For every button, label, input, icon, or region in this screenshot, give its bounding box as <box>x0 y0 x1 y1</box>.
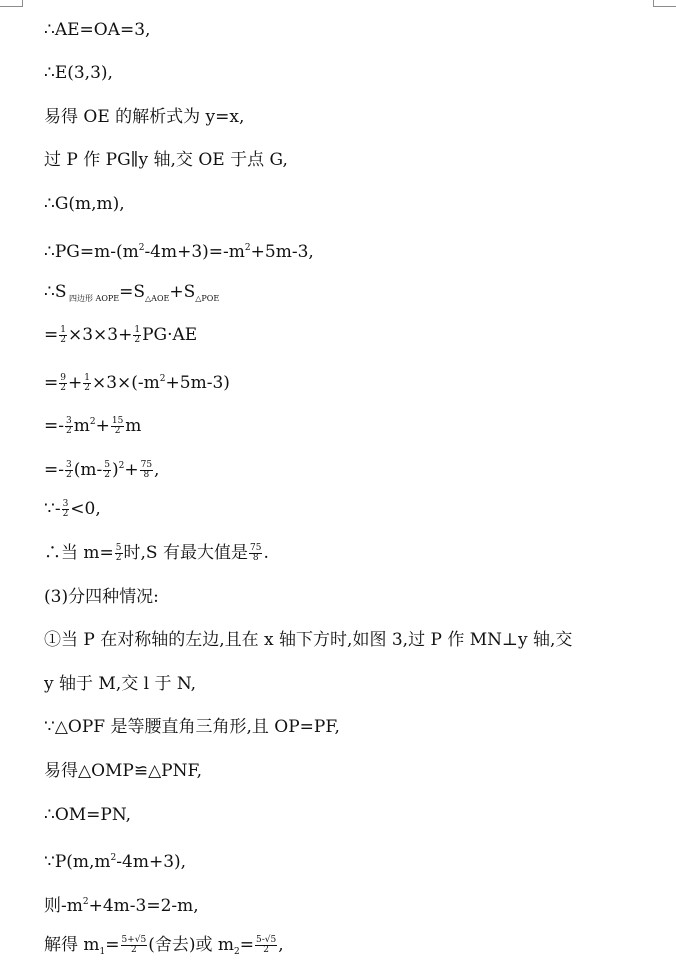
numerator: 3 <box>66 460 72 470</box>
denominator: 2 <box>263 945 270 955</box>
numerator: 3 <box>66 416 72 426</box>
solution-line-6 <box>44 237 662 263</box>
exponent: 2 <box>159 374 166 384</box>
expr-text: = <box>239 935 255 955</box>
solution-line-15 <box>44 629 662 651</box>
fraction <box>62 500 70 519</box>
denominator: 8 <box>252 553 259 563</box>
fraction <box>65 461 73 480</box>
fraction <box>249 544 262 563</box>
denominator: 2 <box>104 470 110 480</box>
line-text: y 轴于 M,交 l 于 N, <box>44 674 197 694</box>
expr-text: ∴S <box>44 282 67 302</box>
exponent: 2 <box>89 417 96 427</box>
solution-line-8 <box>44 324 662 346</box>
denominator: 2 <box>114 426 121 436</box>
solution-line-9 <box>44 368 662 394</box>
fraction <box>65 417 73 436</box>
expr-text: , <box>278 935 284 955</box>
numerator: 1 <box>84 373 90 383</box>
expr-text: = <box>44 325 59 345</box>
expr-text: <0, <box>70 499 101 519</box>
subscript: 2 <box>234 947 240 957</box>
expr-text: m <box>125 416 142 436</box>
line-text: ∴AE=OA=3, <box>44 20 151 40</box>
denominator: 2 <box>62 509 69 519</box>
fraction <box>140 461 153 480</box>
expr-text: ) <box>111 460 119 480</box>
expr-text: , <box>154 460 160 480</box>
numerator: 1 <box>134 325 141 335</box>
line-text: ∵△OPF 是等腰直角三角形,且 OP=PF, <box>44 717 340 737</box>
solution-line-17 <box>44 716 662 738</box>
fraction <box>255 936 277 955</box>
solution-line-14 <box>44 586 662 608</box>
expr-text: (舍去)或 m <box>148 935 235 955</box>
fraction <box>103 461 111 480</box>
line-text: ∴OM=PN, <box>44 805 132 825</box>
expr-text: 则-m <box>44 896 83 916</box>
subscript: 四边形 AOPE <box>66 294 120 303</box>
expr-text: m <box>73 416 90 436</box>
denominator: 2 <box>66 470 72 480</box>
solution-line-5 <box>44 193 662 215</box>
subscript: 1 <box>99 947 106 957</box>
denominator: 2 <box>115 553 122 563</box>
subscript: △POE <box>195 294 220 303</box>
line-text: (3)分四种情况: <box>44 587 159 607</box>
expr-text: + <box>67 373 83 393</box>
fraction <box>59 326 67 345</box>
exponent: 2 <box>110 853 117 863</box>
line-text: ∴G(m,m), <box>44 194 125 214</box>
fraction <box>133 326 141 345</box>
expr-text: -4m+3)=-m <box>144 242 245 262</box>
denominator: 8 <box>143 470 150 480</box>
expr-text: = <box>44 373 59 393</box>
solution-line-7 <box>44 281 662 310</box>
solution-line-4 <box>44 149 662 171</box>
expr-text: -4m+3), <box>116 852 187 872</box>
expr-text: (m- <box>73 460 103 480</box>
denominator: 2 <box>60 335 66 345</box>
numerator: 3 <box>62 499 69 509</box>
exponent: 2 <box>118 461 125 471</box>
solution-line-16 <box>44 673 662 695</box>
expr-text: ×3×3+ <box>67 325 133 345</box>
solution-line-13 <box>44 542 662 564</box>
expr-text: + <box>124 460 139 480</box>
solution-line-10 <box>44 411 662 437</box>
expr-text: ∵- <box>44 499 61 519</box>
expr-text: +S <box>169 282 196 302</box>
fraction <box>121 936 148 955</box>
line-text: 易得 OE 的解析式为 y=x, <box>44 107 245 127</box>
solution-line-22 <box>44 934 662 963</box>
expr-text: . <box>263 543 269 563</box>
numerator: 5 <box>115 543 122 553</box>
line-text: 易得△OMP≌△PNF, <box>44 761 203 781</box>
line-text: ∴E(3,3), <box>44 63 113 83</box>
numerator: 5+√5 <box>121 935 147 945</box>
fraction <box>59 374 67 393</box>
numerator: 9 <box>60 373 66 383</box>
expr-text: ∴当 m= <box>44 543 114 563</box>
line-text: 过 P 作 PG∥y 轴,交 OE 于点 G, <box>44 150 288 170</box>
subscript: △AOE <box>145 294 170 303</box>
exponent: 2 <box>82 897 89 907</box>
expr-text: =- <box>44 460 64 480</box>
solution-line-12 <box>44 498 662 520</box>
expr-text: +5m-3) <box>165 373 230 393</box>
expr-text: ×3×(-m <box>91 373 160 393</box>
solution-line-19 <box>44 804 662 826</box>
denominator: 2 <box>60 383 66 393</box>
expr-text: + <box>95 416 110 436</box>
fraction <box>83 374 91 393</box>
expr-text: PG·AE <box>142 325 198 345</box>
solution-line-20 <box>44 847 662 873</box>
exponent: 2 <box>244 243 251 253</box>
solution-line-3 <box>44 106 662 128</box>
expr-text: 时,S 有最大值是 <box>123 543 248 563</box>
exponent: 2 <box>138 243 145 253</box>
expr-text: +4m-3=2-m, <box>88 896 199 916</box>
fraction <box>111 417 124 436</box>
expr-text: =- <box>44 416 64 436</box>
solution-line-11 <box>44 455 662 481</box>
solution-line-21 <box>44 891 662 917</box>
denominator: 2 <box>84 383 90 393</box>
expr-text: +5m-3, <box>250 242 314 262</box>
numerator: 1 <box>60 325 66 335</box>
denominator: 2 <box>66 426 72 436</box>
numerator: 75 <box>140 460 153 470</box>
solution-line-18 <box>44 760 662 782</box>
solution-line-1 <box>44 19 662 41</box>
numerator: 15 <box>111 416 124 426</box>
line-text: ①当 P 在对称轴的左边,且在 x 轴下方时,如图 3,过 P 作 MN⊥y 轴,交 <box>44 630 573 650</box>
numerator: 75 <box>249 543 262 553</box>
expr-text: = <box>105 935 120 955</box>
expr-text: 解得 m <box>44 935 100 955</box>
numerator: 5-√5 <box>256 935 277 945</box>
expr-text: ∵P(m,m <box>44 852 111 872</box>
denominator: 2 <box>134 335 141 345</box>
numerator: 5 <box>104 460 110 470</box>
solution-line-2 <box>44 62 662 84</box>
expr-text: =S <box>119 282 146 302</box>
fraction <box>115 544 123 563</box>
expr-text: ∴PG=m-(m <box>44 242 139 262</box>
denominator: 2 <box>131 945 137 955</box>
